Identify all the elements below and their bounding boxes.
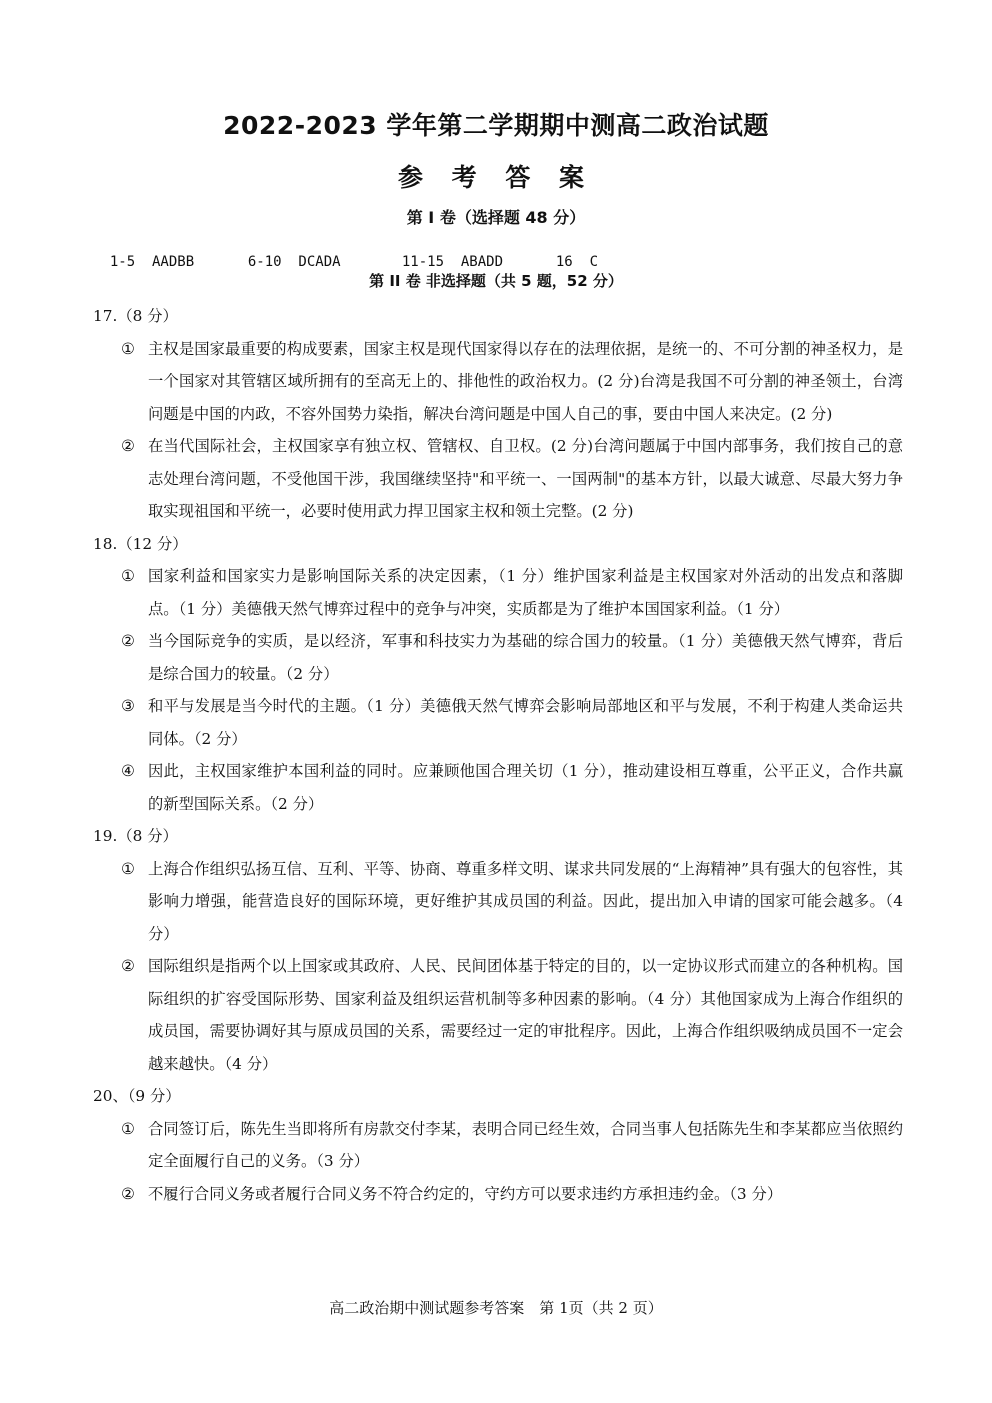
- answer-item: [93, 625, 903, 690]
- answer-item: [93, 1113, 903, 1178]
- item-number: ②: [121, 632, 135, 650]
- item-number: ②: [121, 437, 135, 455]
- answer-group: 1-5 AADBB: [109, 254, 195, 270]
- part2-heading: 第 II 卷 非选择题（共 5 题，52 分）: [369, 272, 623, 290]
- document-subtitle: 参 考 答 案: [397, 163, 595, 192]
- answer-group: 6-10 DCADA: [247, 254, 341, 270]
- answers-body: [93, 300, 903, 1210]
- page-footer: 高二政治期中测试题参考答案 第 1页（共 2 页）: [329, 1299, 663, 1317]
- answer-item: [93, 430, 903, 528]
- answer-group: 16 C: [555, 254, 599, 270]
- item-text: 不履行合同义务或者履行合同义务不符合约定的，守约方可以要求违约方承担违约金。（3 分）: [148, 1184, 783, 1203]
- part1-heading: 第 I 卷（选择题 48 分）: [406, 208, 586, 227]
- item-text: 上海合作组织弘扬互信、互利、平等、协商、尊重多样文明、谋求共同发展的“上海精神”具有强大的包容性，其影响力增强，能营造良好的国际环境，更好维护其成员国的利益。因此，提出加入申请的国家可能会越多。（4 分）: [148, 859, 903, 943]
- item-number: ②: [121, 957, 135, 975]
- answer-group: 11-15 ABADD: [401, 254, 504, 270]
- item-text: 合同签订后，陈先生当即将所有房款交付李某，表明合同已经生效，合同当事人包括陈先生和李某都应当依照约定全面履行自己的义务。（3 分）: [148, 1119, 903, 1170]
- answer-item: [93, 690, 903, 755]
- item-number: ④: [121, 762, 135, 780]
- answer-item: [93, 333, 903, 431]
- item-number: ③: [121, 697, 135, 715]
- item-text: 国家利益和国家实力是影响国际关系的决定因素，（1 分）维护国家利益是主权国家对外活动的出发点和落脚点。（1 分）美德俄天然气博弈过程中的竞争与冲突，实质都是为了维护本国国家利益。（1 分）: [148, 567, 903, 618]
- item-number: ②: [121, 1184, 135, 1203]
- question-label: 19.（8 分）: [93, 827, 178, 845]
- choice-answers-row: [93, 238, 598, 270]
- item-text: 国际组织是指两个以上国家或其政府、人民、民间团体基于特定的目的，以一定协议形式而建立的各种机构。国际组织的扩容受国际形势、国家利益及组织运营机制等多种因素的影响。（4 分）其他国家成为上海合作组织的成员国，需要协调好其与原成员国的关系，需要经过一定的审批程序。因此，上海合作组织吸纳成员国不一定会越来越快。（4 分）: [148, 957, 903, 1073]
- answer-item: [93, 1178, 903, 1211]
- item-text: 主权是国家最重要的构成要素，国家主权是现代国家得以存在的法理依据，是统一的、不可分割的神圣权力，是一个国家对其管辖区域所拥有的至高无上的、排他性的政治权力。(2 分)台湾是我国不可分割的神圣领土，台湾问题是中国的内政，不容外国势力染指，解决台湾问题是中国人自己的事，要由中国人来决定。(2 分): [148, 339, 903, 423]
- item-text: 当今国际竞争的实质，是以经济，军事和科技实力为基础的综合国力的较量。（1 分）美德俄天然气博弈，背后是综合国力的较量。（2 分）: [148, 632, 903, 683]
- item-text: 因此，主权国家维护本国利益的同时。应兼顾他国合理关切（1 分），推动建设相互尊重，公平正义，合作共赢的新型国际关系。（2 分）: [148, 762, 903, 813]
- answer-item: [93, 853, 903, 951]
- item-number: ①: [121, 567, 135, 585]
- item-number: ①: [121, 339, 135, 358]
- question-label: 18.（12 分）: [93, 534, 188, 553]
- answer-item: [93, 755, 903, 820]
- item-text: 和平与发展是当今时代的主题。（1 分）美德俄天然气博弈会影响局部地区和平与发展，不利于构建人类命运共同体。（2 分）: [148, 697, 903, 748]
- item-number: ①: [121, 859, 135, 878]
- answer-item: [93, 560, 903, 625]
- item-number: ①: [121, 1119, 135, 1138]
- document-title: 2022-2023 学年第二学期期中测高二政治试题: [223, 111, 769, 140]
- answer-item: [93, 950, 903, 1080]
- question-label: 20、（9 分）: [93, 1087, 181, 1105]
- item-text: 在当代国际社会，主权国家享有独立权、管辖权、自卫权。(2 分)台湾问题属于中国内部事务，我们按自己的意志处理台湾问题，不受他国干涉，我国继续坚持"和平统一、一国两制"的基本方针，以最大诚意、尽最大努力争取实现祖国和平统一，必要时使用武力捍卫国家主权和领土完整。(2 分): [148, 437, 903, 520]
- question-label: 17.（8 分）: [93, 307, 178, 325]
